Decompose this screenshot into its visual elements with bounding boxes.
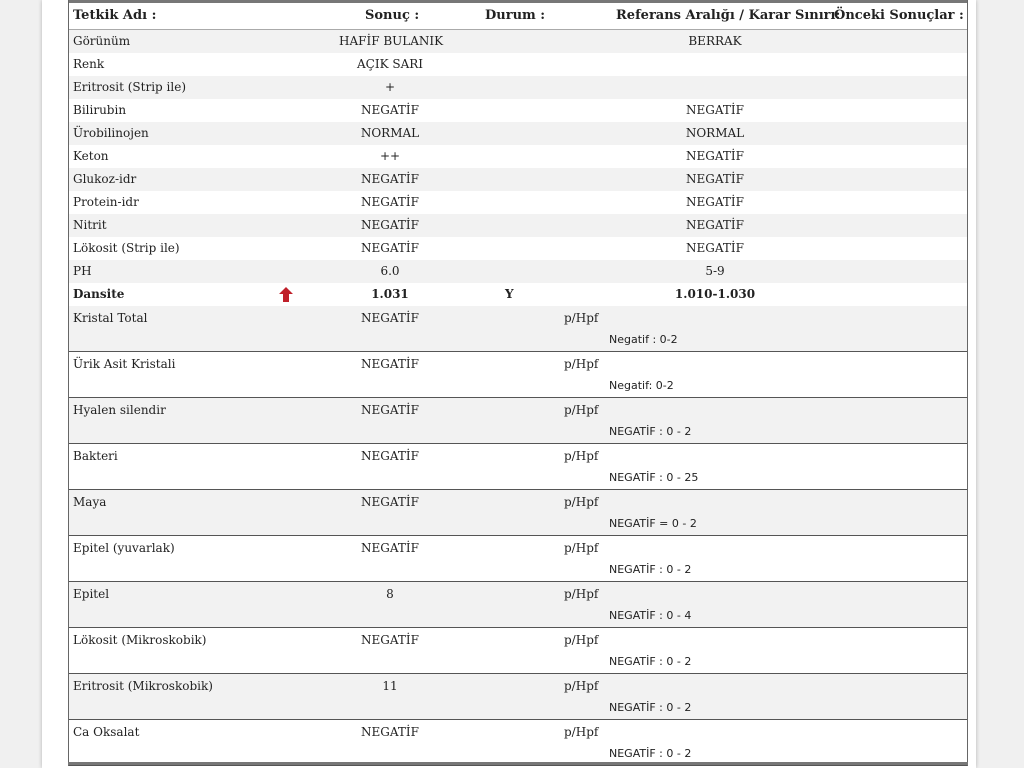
- test-name: Keton: [73, 149, 109, 163]
- test-reference: NEGATİF : 0 - 2: [609, 747, 692, 760]
- test-unit: p/Hpf: [564, 449, 599, 463]
- table-row: [69, 30, 967, 53]
- table-row: [69, 99, 967, 122]
- test-unit: p/Hpf: [564, 541, 599, 555]
- test-unit: p/Hpf: [564, 357, 599, 371]
- test-unit: p/Hpf: [564, 403, 599, 417]
- test-reference: NEGATİF : 0 - 4: [609, 609, 692, 622]
- test-reference: Negatif : 0-2: [609, 333, 678, 346]
- test-name: Eritrosit (Strip ile): [73, 80, 187, 94]
- test-unit: p/Hpf: [564, 495, 599, 509]
- test-result: NORMAL: [360, 126, 420, 140]
- test-name: Nitrit: [73, 218, 107, 232]
- test-name: Glukoz-idr: [73, 172, 137, 186]
- table-row: [69, 720, 967, 766]
- test-name: Dansite: [73, 287, 125, 301]
- test-result: HAFİF BULANIK: [339, 34, 444, 48]
- test-name: Ürobilinojen: [73, 126, 149, 140]
- table-row: [69, 122, 967, 145]
- test-result: 1.031: [371, 287, 409, 301]
- test-unit: p/Hpf: [564, 633, 599, 647]
- test-reference: NEGATİF: [686, 172, 744, 186]
- test-name: Bakteri: [73, 449, 118, 463]
- test-result: NEGATİF: [361, 103, 419, 117]
- table-row: [69, 536, 967, 582]
- table-row: [69, 444, 967, 490]
- test-reference: 1.010-1.030: [674, 287, 756, 301]
- bottom-rule: [68, 762, 968, 765]
- table-row: [69, 306, 967, 352]
- test-reference: NEGATİF: [686, 103, 744, 117]
- table-row: [69, 628, 967, 674]
- test-reference: NEGATİF : 0 - 2: [609, 425, 692, 438]
- test-result: NEGATİF: [361, 357, 419, 371]
- test-reference: 5-9: [705, 264, 725, 278]
- test-reference: NEGATİF: [686, 149, 744, 163]
- test-reference: NEGATİF : 0 - 25: [609, 471, 699, 484]
- header-status: Durum :: [485, 8, 546, 23]
- test-unit: p/Hpf: [564, 725, 599, 739]
- test-name: Ca Oksalat: [73, 725, 140, 739]
- table-row: [69, 191, 967, 214]
- table-row: [69, 398, 967, 444]
- strip-section: [69, 30, 967, 306]
- table-row: [69, 53, 967, 76]
- table-row: [69, 490, 967, 536]
- test-name: Görünüm: [73, 34, 131, 48]
- test-reference: NEGATİF: [686, 241, 744, 255]
- header-previous: Önceki Sonuçlar :: [834, 8, 964, 23]
- test-name: Maya: [73, 495, 107, 509]
- table-row: [69, 260, 967, 283]
- test-reference: NEGATİF = 0 - 2: [609, 517, 697, 530]
- header-name: Tetkik Adı :: [73, 8, 157, 23]
- test-unit: p/Hpf: [564, 679, 599, 693]
- test-reference: NEGATİF : 0 - 2: [609, 701, 692, 714]
- test-status: Y: [505, 287, 514, 301]
- table-row: [69, 352, 967, 398]
- test-name: Epitel (yuvarlak): [73, 541, 175, 555]
- test-result: 8: [386, 587, 394, 601]
- test-name: PH: [73, 264, 92, 278]
- test-result: AÇIK SARI: [356, 57, 424, 71]
- test-result: NEGATİF: [361, 403, 419, 417]
- table-row: [69, 283, 967, 306]
- header-reference: Referans Aralığı / Karar Sınırı:: [616, 8, 841, 23]
- test-result: 11: [382, 679, 398, 693]
- test-result: ++: [379, 149, 401, 163]
- table-row: [69, 168, 967, 191]
- test-result: 6.0: [380, 264, 400, 278]
- table-row: [69, 76, 967, 99]
- test-result: NEGATİF: [361, 195, 419, 209]
- test-reference: Negatif: 0-2: [609, 379, 674, 392]
- test-result: NEGATİF: [361, 633, 419, 647]
- table-header: [69, 0, 967, 30]
- table-row: [69, 582, 967, 628]
- test-name: Hyalen silendir: [73, 403, 166, 417]
- table-row: [69, 237, 967, 260]
- test-reference: NEGATİF : 0 - 2: [609, 655, 692, 668]
- microscopy-section: [69, 306, 967, 766]
- test-reference: NEGATİF: [686, 218, 744, 232]
- test-reference: NORMAL: [685, 126, 745, 140]
- test-reference: BERRAK: [688, 34, 742, 48]
- test-reference: NEGATİF : 0 - 2: [609, 563, 692, 576]
- test-result: NEGATİF: [361, 172, 419, 186]
- test-unit: p/Hpf: [564, 311, 599, 325]
- test-result: NEGATİF: [361, 495, 419, 509]
- test-result: NEGATİF: [361, 241, 419, 255]
- test-name: Bilirubin: [73, 103, 127, 117]
- urinalysis-table: [68, 0, 968, 766]
- up-arrow-icon: [278, 286, 294, 303]
- test-name: Eritrosit (Mikroskobik): [73, 679, 213, 693]
- test-result: NEGATİF: [361, 311, 419, 325]
- test-name: Lökosit (Mikroskobik): [73, 633, 207, 647]
- table-row: [69, 145, 967, 168]
- test-name: Epitel: [73, 587, 110, 601]
- header-result: Sonuç :: [365, 8, 420, 23]
- test-unit: p/Hpf: [564, 587, 599, 601]
- test-name: Kristal Total: [73, 311, 148, 325]
- test-name: Lökosit (Strip ile): [73, 241, 180, 255]
- test-result: NEGATİF: [361, 218, 419, 232]
- test-name: Ürik Asit Kristali: [73, 357, 176, 371]
- test-result: NEGATİF: [361, 449, 419, 463]
- test-result: NEGATİF: [361, 541, 419, 555]
- test-name: Protein-idr: [73, 195, 139, 209]
- test-reference: NEGATİF: [686, 195, 744, 209]
- report-page: [42, 0, 976, 768]
- test-result: NEGATİF: [361, 725, 419, 739]
- test-result: +: [384, 80, 396, 94]
- test-name: Renk: [73, 57, 105, 71]
- table-row: [69, 674, 967, 720]
- table-row: [69, 214, 967, 237]
